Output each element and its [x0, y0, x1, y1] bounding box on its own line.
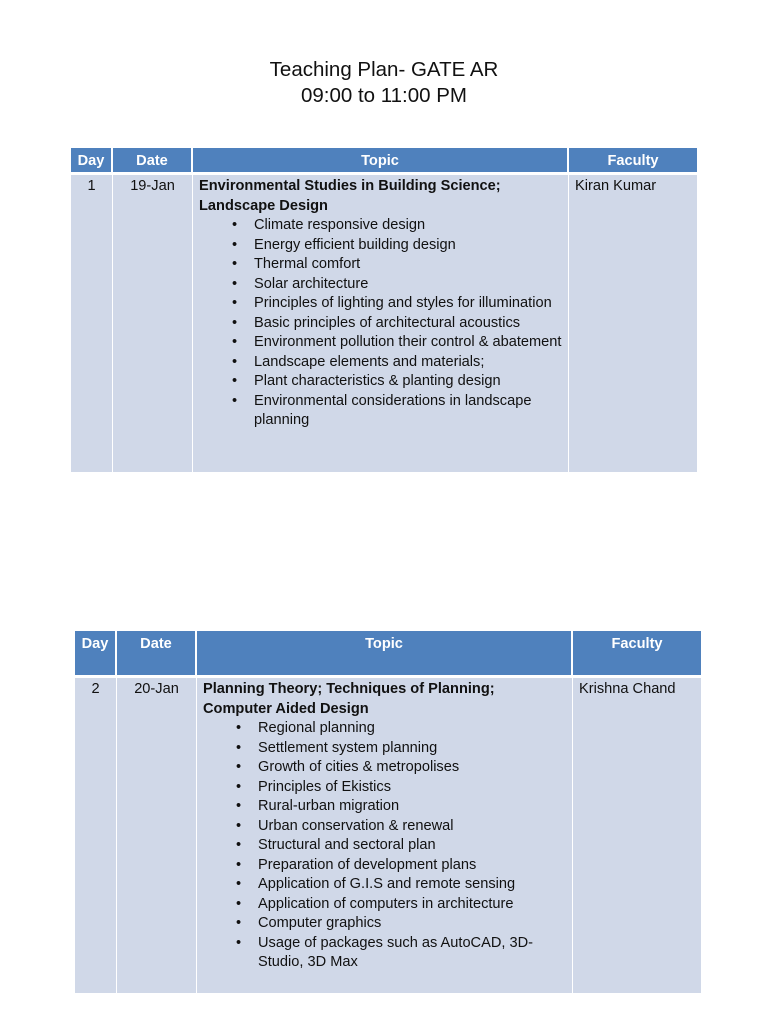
table-header-row — [75, 631, 701, 678]
topic-item: • Plant characteristics & planting design — [254, 372, 562, 392]
topic-item: • Settlement system planning — [258, 739, 566, 759]
topic-item: • Regional planning — [258, 719, 566, 739]
topic-item: • Preparation of development plans — [258, 856, 566, 876]
topic-item: • Application of G.I.S and remote sensing — [258, 875, 566, 895]
date-cell: 19-Jan — [113, 175, 193, 472]
topic-item: • Rural-urban migration — [258, 797, 566, 817]
title-line-2: 09:00 to 11:00 PM — [300, 84, 467, 107]
topic-item: • Principles of Ekistics — [258, 778, 566, 798]
topic-item: • Solar architecture — [254, 275, 562, 295]
date-cell: 20-Jan — [117, 678, 197, 993]
topic-item: • Landscape elements and materials; — [254, 353, 562, 373]
schedule-table-day-2 — [75, 631, 701, 993]
column-header-day: Day — [75, 631, 117, 678]
topic-heading: Environmental Studies in Building Science; Landscape Design — [199, 178, 501, 214]
topic-item: • Environment pollution their control & abatement — [254, 333, 562, 353]
topic-item: • Usage of packages such as AutoCAD, 3D-Studio, 3D Max — [258, 934, 566, 973]
table-header-row — [71, 148, 697, 175]
page-title — [0, 57, 768, 109]
topic-item: • Principles of lighting and styles for illumination — [254, 294, 562, 314]
topic-item: • Thermal comfort — [254, 255, 562, 275]
topic-item: • Computer graphics — [258, 914, 566, 934]
day-cell: 1 — [71, 175, 113, 472]
topic-item: • Energy efficient building design — [254, 236, 562, 256]
topic-cell — [197, 678, 573, 993]
topic-item: • Basic principles of architectural acoustics — [254, 314, 562, 334]
topic-cell — [193, 175, 569, 472]
day-cell: 2 — [75, 678, 117, 993]
title-line-1: Teaching Plan- GATE AR — [269, 58, 499, 81]
schedule-table-day-1 — [71, 148, 697, 472]
faculty-cell: Kiran Kumar — [569, 175, 697, 472]
topic-item: • Growth of cities & metropolises — [258, 758, 566, 778]
faculty-cell: Krishna Chand — [573, 678, 701, 993]
column-header-topic: Topic — [193, 148, 569, 175]
table-row — [71, 175, 697, 472]
topic-list — [203, 719, 566, 973]
topic-item: • Application of computers in architecture — [258, 895, 566, 915]
column-header-faculty: Faculty — [573, 631, 701, 678]
topic-item: • Structural and sectoral plan — [258, 836, 566, 856]
column-header-date: Date — [117, 631, 197, 678]
table-row — [75, 678, 701, 993]
column-header-date: Date — [113, 148, 193, 175]
topic-item: • Climate responsive design — [254, 216, 562, 236]
column-header-topic: Topic — [197, 631, 573, 678]
topic-heading: Planning Theory; Techniques of Planning; Computer Aided Design — [203, 681, 495, 717]
topic-item: • Environmental considerations in landscape planning — [254, 392, 562, 431]
column-header-faculty: Faculty — [569, 148, 697, 175]
topic-item: • Urban conservation & renewal — [258, 817, 566, 837]
topic-list — [199, 216, 562, 431]
column-header-day: Day — [71, 148, 113, 175]
